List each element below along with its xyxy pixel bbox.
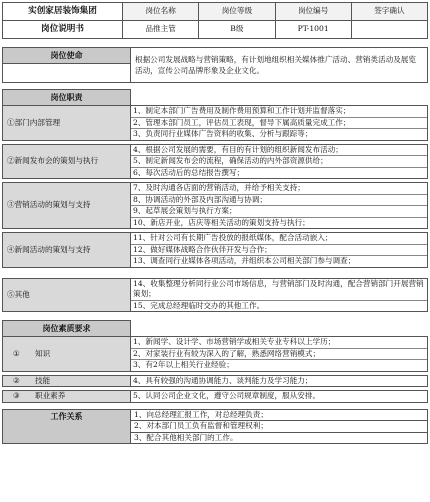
mission-heading: 岗位使命 [3, 48, 131, 64]
col-label-code: 岗位编号 [275, 3, 351, 21]
duty-item: 2、管理本部门员工，评估员工表现，督导下属高质量完成工作； [131, 118, 427, 130]
qualification-items [131, 337, 428, 372]
qualification-title [3, 375, 131, 387]
qualification-item: 1、新闻学、设计学、市场营销学或相关专业专科以上学历； [131, 337, 427, 349]
duty-group-title: ⑤其他 [3, 278, 131, 312]
qualification-row [3, 337, 428, 372]
document-title: 岗位说明书 [3, 21, 123, 39]
grade-value: B级 [199, 21, 275, 39]
company-name: 实创家居装饰集团 [3, 3, 123, 21]
duty-group-items [131, 183, 428, 229]
header-table [2, 2, 428, 39]
qualification-title [3, 337, 131, 372]
duty-item: 15、完成总经理临时交办的其他工作。 [133, 300, 265, 310]
duty-item: 14、收集整理分析同行业公司市场信息，与营销部门及时沟通，配合营销部门开展营销策划； [131, 279, 427, 301]
relation-item: 2、对本部门员工负有监督和管理权利； [131, 421, 428, 433]
position-name-value: 品推主管 [123, 21, 199, 39]
qualification-item: 4、具有较强的沟通协调能力、谈判能力及学习能力； [133, 375, 313, 385]
job-description-document [2, 2, 428, 444]
qualification-item: 2、对家装行业有较为深入的了解，熟悉网络营销模式； [131, 349, 427, 361]
qualifications-table [2, 320, 428, 403]
duty-group-items [131, 144, 428, 179]
qualification-name: 职业素养 [35, 391, 66, 400]
qualification-number: ③ [13, 391, 20, 400]
duty-group-items [131, 278, 428, 312]
col-label-grade: 岗位等级 [199, 3, 275, 21]
qualification-row [3, 391, 428, 403]
duty-group-row [3, 233, 428, 268]
duty-group-title: ②新闻发布会的策划与执行 [3, 144, 131, 179]
col-label-position-name: 岗位名称 [123, 3, 199, 21]
duty-item: 5、制定新闻发布会的流程，确保活动的内外部资源供给； [131, 156, 427, 168]
duty-group-row [3, 106, 428, 141]
duty-item: 11、针对公司有长期广告投放的报纸媒体，配合活动嵌入； [131, 233, 427, 245]
qualification-name: 知识 [35, 348, 51, 358]
duty-item: 1、制定本部门广告费用及制作费用预算和工作计划并监督落实； [131, 106, 427, 118]
duty-item: 8、协调活动的外部及内部沟通与协调； [131, 195, 427, 207]
duty-item: 9、起草展会策划与执行方案； [131, 206, 427, 218]
qualification-number: ① [13, 348, 20, 358]
duty-group-title: ④新闻活动的策划与支持 [3, 233, 131, 268]
qualifications-heading: 岗位素质要求 [3, 321, 131, 337]
relations-heading: 工作关系 [3, 409, 131, 444]
duty-item: 3、负责同行业媒体广告资料的收集、分析与跟踪等； [133, 129, 313, 138]
qualification-item: 3、有2年以上相关行业经验； [133, 360, 234, 369]
duty-item: 4、根据公司发展的需要，有目的有计划的组织新闻发布活动； [131, 145, 427, 157]
code-value: PT-1001 [275, 21, 351, 39]
qualification-row [3, 375, 428, 387]
duty-group-row [3, 278, 428, 312]
relation-item: 1、向总经理汇报工作，对总经理负责； [131, 409, 428, 421]
qualification-items [131, 375, 428, 387]
duty-item: 10、新店开业，店庆等相关活动的策划支持与执行； [133, 217, 310, 227]
qualification-name: 技能 [35, 375, 51, 385]
duty-item: 12、做好媒体战略合作伙伴开发与合作； [131, 245, 427, 257]
qualification-number: ② [13, 375, 20, 385]
qualification-item: 5、认同公司企业文化，遵守公司规章制度，服从安排。 [133, 391, 321, 400]
mission-table [2, 47, 428, 83]
duty-item: 6、每次活动后的总结报告撰写； [133, 167, 245, 177]
qualification-title [3, 391, 131, 403]
relations-table [2, 409, 428, 445]
duty-group-row [3, 144, 428, 179]
mission-text: 根据公司发展战略与营销策略，有计划地组织相关媒体推广活动、营销类活动及展览活动，宣传公司品牌形象及企业文化。 [131, 48, 428, 83]
duty-group-items [131, 233, 428, 268]
duty-group-title: ③营销活动的策划与支持 [3, 183, 131, 229]
duties-table [2, 89, 428, 312]
qualification-items [131, 391, 428, 403]
col-label-signature: 签字确认 [351, 3, 427, 21]
relation-item: 3、配合其他相关部门的工作。 [131, 432, 428, 444]
duties-heading: 岗位职责 [3, 90, 131, 106]
duty-group-items [131, 106, 428, 141]
signature-value [351, 21, 427, 39]
duty-group-title: ①部门内部管理 [3, 106, 131, 141]
duty-item: 7、及时沟通各店面的营销活动，并给予相关支持； [131, 183, 427, 195]
duty-item: 13、调查同行业媒体各项活动，并组织本公司相关部门参与调查； [133, 256, 356, 265]
duty-group-row [3, 183, 428, 229]
